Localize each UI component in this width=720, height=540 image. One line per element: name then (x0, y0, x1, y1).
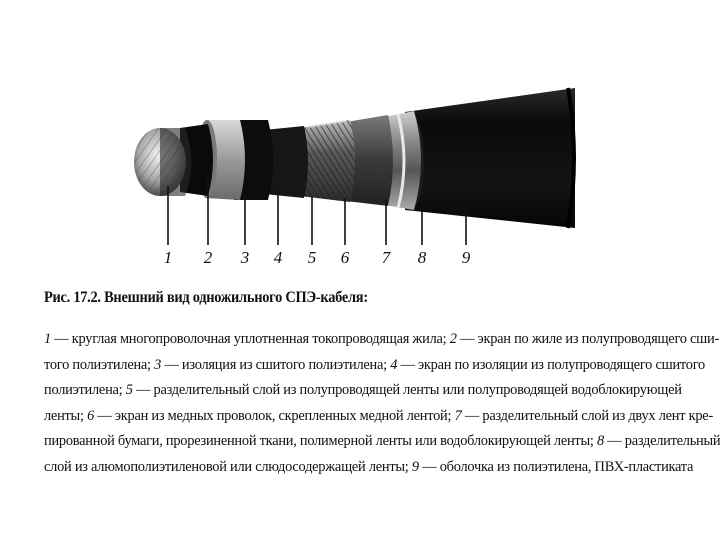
layer-number-7: 7 (381, 248, 391, 267)
caption-line (44, 404, 713, 430)
layer-number-6: 6 (340, 248, 350, 267)
figure-caption-body (44, 327, 720, 480)
caption-text: — экран из медных проволок, скрепленных медной лентой; (94, 407, 455, 424)
caption-line (44, 455, 694, 481)
caption-text: ленты; (44, 407, 88, 424)
caption-text: пированной бумаги, прорезиненной ткани, полимерной ленты или водоблокирующей ленты; (44, 433, 597, 449)
caption-text: полиэтилена; (44, 382, 126, 398)
caption-text: — экран по жиле из полупроводящего сши- (456, 331, 719, 347)
caption-text: — разделительный слой из двух лент кре- (461, 407, 713, 424)
caption-line (44, 378, 682, 404)
layer-reference-number: 9 (411, 458, 419, 475)
layer-number-1: 1 (163, 248, 173, 267)
figure-caption-title: Рис. 17.2. Внешний вид одножильного СПЭ-кабеля: (44, 289, 368, 306)
caption-text: — оболочка из полиэтилена, ПВХ-пластиката (418, 458, 694, 475)
conductor-core (134, 128, 192, 196)
caption-line (44, 429, 720, 455)
caption-text: того полиэтилена; (44, 356, 155, 373)
layer-number-5: 5 (307, 248, 317, 267)
caption-text: — экран по изоляции из полупроводящего сшитого (397, 356, 705, 373)
caption-text: слой из алюмополиэтиленовой или слюдосодержащей ленты; (44, 458, 412, 475)
caption-text: — круглая многопроволочная уплотненная токопроводящая жила; (50, 331, 450, 347)
layer-reference-number: 7 (454, 407, 462, 424)
layer-number-8: 8 (417, 248, 427, 267)
caption-line (44, 353, 705, 379)
caption-text: — разделительный слой из полупроводящей ленты или полупроводящей водоблокирующей (132, 382, 682, 398)
layer-number-9: 9 (461, 248, 471, 267)
layer-numbers (164, 248, 471, 267)
caption-line (44, 327, 719, 353)
layer-number-4: 4 (273, 248, 283, 267)
caption-text: — изоляция из сшитого полиэтилена; (161, 356, 391, 373)
layer-number-3: 3 (240, 248, 250, 267)
caption-text: — разделительный (603, 433, 720, 449)
layer-reference-number: 6 (87, 407, 95, 424)
layer-reference-number: 5 (125, 382, 133, 398)
layer-reference-number: 2 (449, 331, 457, 347)
layer-reference-number: 1 (44, 331, 51, 347)
layer-reference-number: 8 (596, 433, 604, 449)
layer-number-2: 2 (203, 248, 213, 267)
copper-wire-screen (300, 120, 355, 202)
layer-reference-number: 3 (154, 356, 162, 373)
layer-reference-number: 4 (390, 356, 398, 373)
sheath-layer (396, 88, 575, 228)
